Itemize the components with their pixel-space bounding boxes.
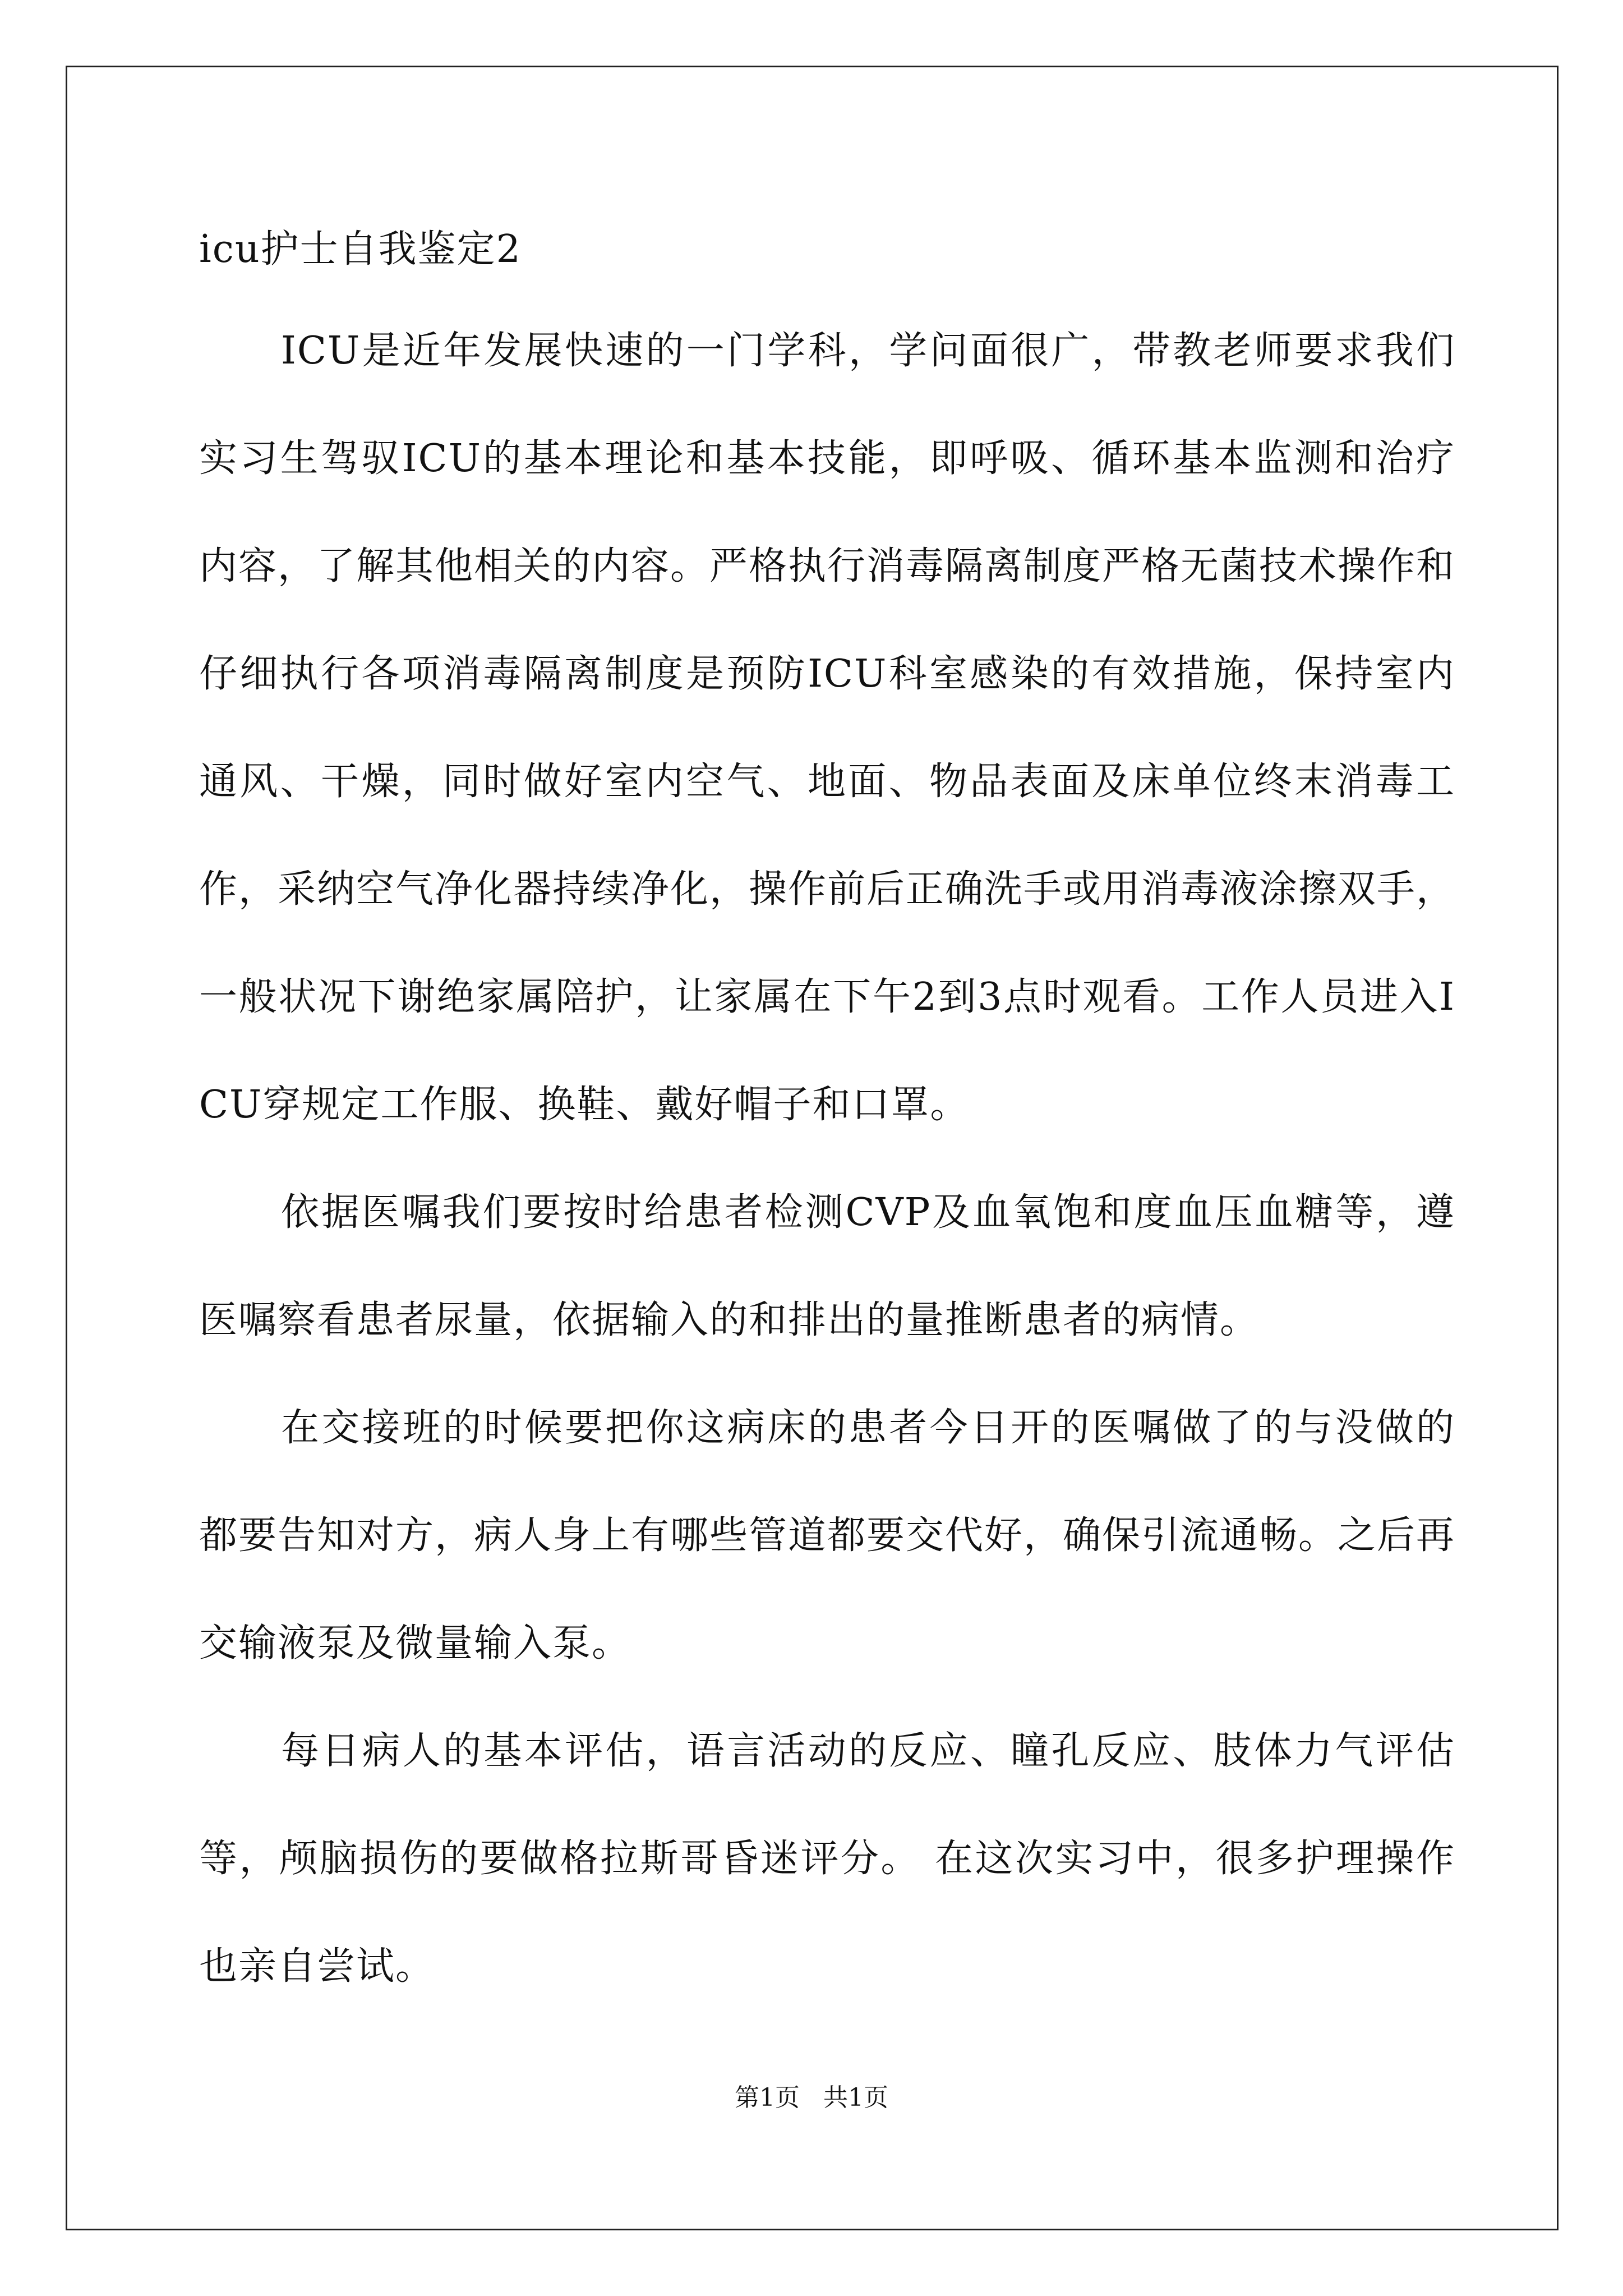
- paragraph-1: ICU是近年发展快速的一门学科，学问面很广，带教老师要求我们实习生驾驭ICU的基本理论和基本技能，即呼吸、循环基本监测和治疗内容，了解其他相关的内容。严格执行消毒隔离制度严格无菌技术操作和仔细执行各项消毒隔离制度是预防ICU科室感染的有效措施，保持室内通风、干燥，同时做好室内空气、地面、物品表面及床单位终末消毒工作，采纳空气净化器持续净化，操作前后正确洗手或用消毒液涂擦双手，一般状况下谢绝家属陪护，让家属在下午2到3点时观看。工作人员进入ICU穿规定工作服、换鞋、戴好帽子和口罩。: [199, 329, 1456, 1127]
- page-number-footer: 第1页 共1页: [735, 2083, 888, 2112]
- paragraph-2: 依据医嘱我们要按时给患者检测CVP及血氧饱和度血压血糖等，遵医嘱察看患者尿量，依据输入的和排出的量推断患者的病情。: [199, 1190, 1455, 1342]
- document-title: icu护士自我鉴定2: [199, 227, 522, 272]
- paragraph-3: 在交接班的时候要把你这病床的患者今日开的医嘱做了的与没做的都要告知对方，病人身上有哪些管道都要交代好，确保引流通畅。之后再交输液泵及微量输入泵。: [199, 1406, 1456, 1665]
- paragraph-4: 每日病人的基本评估，语言活动的反应、瞳孔反应、肢体力气评估等，颅脑损伤的要做格拉斯哥昏迷评分。 在这次实习中，很多护理操作也亲自尝试。: [199, 1729, 1455, 1989]
- document-body: [199, 202, 1455, 2021]
